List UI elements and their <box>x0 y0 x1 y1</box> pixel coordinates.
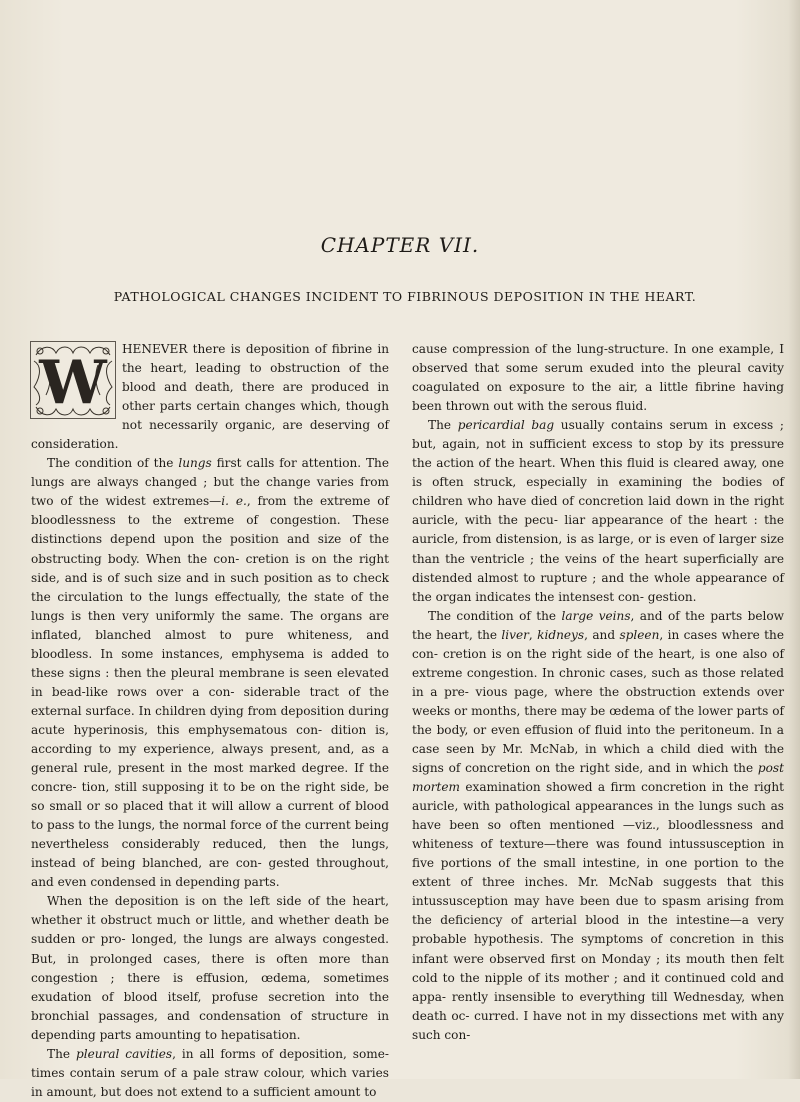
text-run: , in cases where the con- cretion is on the right side of the heart, is one also of extreme congestion. In chronic cases, such as those related in a pre- vious page, where the obstruction extends over weeks or months, there may be œdema of the lower parts of the body, or even effusion of fluid into the peritoneum. In a case seen by Mr. McNab, in which a child died with the signs of concretion on the right side, and in which the <box>412 627 784 776</box>
text-run: The condition of the <box>47 456 179 471</box>
italic-term-pericardial-bag: pericardial bag <box>457 418 555 433</box>
decorative-initial-w <box>30 341 116 419</box>
italic-term-spleen: spleen <box>619 627 660 642</box>
left-column <box>31 340 389 1102</box>
pleural-paragraph <box>31 1045 389 1102</box>
text-run: The <box>47 1046 76 1061</box>
italic-term-liver: liver <box>501 627 529 642</box>
text-run: , from the extreme of bloodlessness to the extreme of congestion. These distinctions depend upon the position and size of the obstructing body. When the con- cretion is on the right side, and is of such size and in such position as to check the circulation to the lungs effectually, the state of the lungs is then very uniformly the same. The organs are inflated, blanched almost to pure whiteness, and bloodless. In some instances, emphysema is added to these signs : then the pleural membrane is seen elevated in bead-like rows over a con- siderable tract of the external surface. In children dying from deposition during acute hyperinosis, this emphysematous con- dition is, according to my experience, always present, and, as a general rule, present in the most marked degree. If the concre- tion, still supposing it to be on the right side, be so small or so placed that it will allow a current of blood to pass to the lungs, the normal force of the current being nevertheless considerably reduced, then the lungs, instead of being blanched, are con- gested throughout, and even condensed in depending parts. <box>31 494 389 890</box>
chapter-subtitle: PATHOLOGICAL CHANGES INCIDENT TO FIBRINOUS DEPOSITION IN THE HEART. <box>113 289 697 304</box>
lungs-paragraph <box>31 454 389 892</box>
text-run: The condition of the <box>428 608 562 623</box>
large-veins-paragraph <box>412 607 784 1045</box>
italic-term-lungs: lungs <box>178 456 212 471</box>
text-run: The <box>428 418 458 433</box>
text-run: examination showed a firm concretion in the right auricle, with pathological appearances in the lungs such as have been so often mentioned —viz., bloodlessness and whiteness of texture—there was found intussusception in five portions of the small intestine, in one portion to the extent of three inches. Mr. McNab suggests that this intussusception may have been due to spasm arising from the deficiency of arterial blood in the intestine—a very probable hypothesis. The symptoms of concretion in this infant were observed first on Monday ; its mouth then felt cold to the nipple of its mother ; and it continued cold and appa- rently insensible to everything till Wednesday, when death oc- curred. I have not in my dissections met with any such con- <box>412 780 784 1042</box>
italic-term-pleural-cavities: pleural cavities <box>75 1046 173 1061</box>
text-run: , in all forms of deposition, some- times contain serum of a pale straw colour, which varies in amount, but does not extend to a sufficient amount to <box>31 1046 389 1099</box>
italic-term-post-mortem: post mortem <box>412 761 784 795</box>
page-edge-shadow <box>788 0 800 1079</box>
text-run: usually contains serum in excess ; but, again, not in sufficient excess to stop by its pressure the action of the heart. When this fluid is cleared away, one is often struck, especially in examining the bodies of children who have died of concretion laid down in the right auricle, with the pecu- liar appearance of the heart : the auricle, from distension, is as large, or is even of larger size than the ventricle ; the veins of the heart superficially are distended almost to rupture ; and the whole appearance of the organ indicates the intensest con- gestion. <box>412 418 785 604</box>
text-run: , and of the parts below the heart, the <box>412 608 784 642</box>
pericardial-paragraph <box>412 416 784 606</box>
opening-paragraph <box>31 340 389 454</box>
italic-abbrev-ie: i. e. <box>221 494 247 509</box>
opening-text: HENEVER there is deposition of fibrine in the heart, leading to obstruction of the blood and death, there are produced in other parts certain changes which, though not necessarily organic, are deserving of consideration. <box>31 342 389 452</box>
right-column <box>412 340 784 1045</box>
italic-term-large-veins: large veins <box>561 608 631 623</box>
text-run: , and <box>584 627 620 642</box>
continued-paragraph: cause compression of the lung-structure. In one example, I observed that some serum exuded into the pleural cavity coagulated on exposure to the air, a little fibrine having been thrown out with the serous fluid. <box>412 342 784 414</box>
italic-term-kidneys: kidneys <box>537 627 585 642</box>
text-run: first calls for attention. The lungs are always changed ; but the change varies from two of the widest extremes— <box>31 456 390 509</box>
svg-text:W: W <box>39 348 107 418</box>
chapter-title: CHAPTER VII. <box>320 233 480 257</box>
text-run: , <box>528 627 538 642</box>
left-side-paragraph: When the deposition is on the left side of the heart, whether it obstruct much or little, and whether death be sudden or pro- longed, the lungs are always congested. But, in prolonged cases, there is often more than congestion ; there is effusion, œdema, sometimes exudation of blood itself, profuse secretion into the bronchial passages, and condensation of structure in depending parts amounting to hepatisation. <box>31 894 389 1042</box>
